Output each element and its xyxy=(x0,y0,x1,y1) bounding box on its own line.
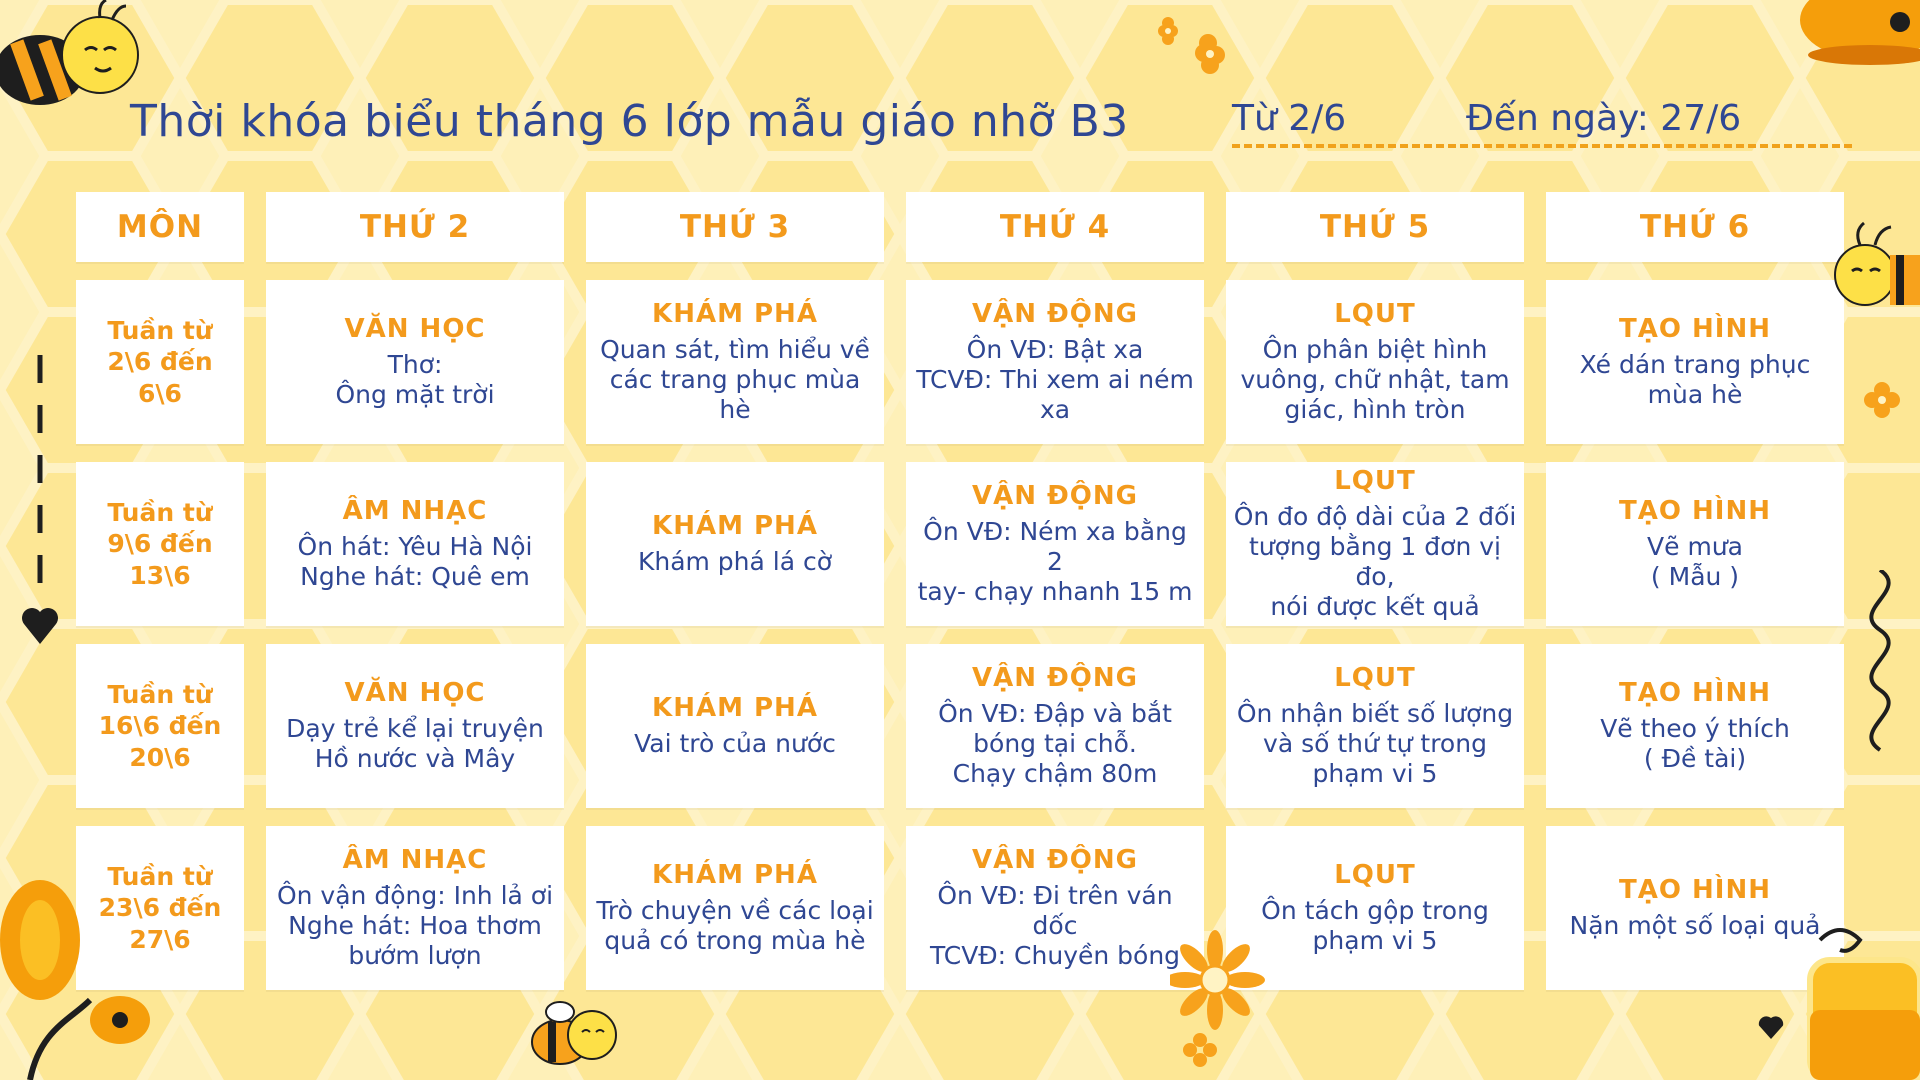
subject-label: TẠO HÌNH xyxy=(1619,496,1771,526)
activity-text: Nặn một số loại quả xyxy=(1569,911,1821,940)
dashed-line-icon xyxy=(30,355,50,595)
subject-label: ÂM NHẠC xyxy=(342,845,488,875)
heart-icon xyxy=(1756,1012,1786,1042)
activity-text: Xé dán trang phục mùa hè xyxy=(1579,350,1811,409)
activity-text: Dạy trẻ kể lại truyện Hồ nước và Mây xyxy=(286,714,544,773)
activity-text: Thơ: Ông mặt trời xyxy=(335,350,495,409)
activity-text: Ôn VĐ: Đi trên ván dốc TCVĐ: Chuyền bóng xyxy=(929,881,1181,970)
subject-label: LQUT xyxy=(1334,663,1416,693)
activity-text: Khám phá lá cờ xyxy=(637,547,833,576)
date-to: Đến ngày: 27/6 xyxy=(1466,98,1742,139)
heart-icon xyxy=(20,600,60,650)
subject-label: TẠO HÌNH xyxy=(1619,678,1771,708)
schedule-cell xyxy=(1226,280,1524,444)
week-label: Tuần từ 16\6 đến 20\6 xyxy=(76,644,244,808)
bee-icon xyxy=(520,990,630,1080)
activity-text: Ôn phân biệt hình vuông, chữ nhật, tam giác, hình tròn xyxy=(1240,335,1510,424)
activity-text: Quan sát, tìm hiểu về các trang phục mùa hè xyxy=(600,335,870,424)
subject-label: VẬN ĐỘNG xyxy=(971,663,1139,693)
honey-pot-icon xyxy=(1790,920,1920,1080)
schedule-cell xyxy=(586,826,884,990)
subject-label: KHÁM PHÁ xyxy=(652,299,818,329)
page-title: Thời khóa biểu tháng 6 lớp mẫu giáo nhỡ B3 xyxy=(130,96,1129,147)
week-label: Tuần từ 23\6 đến 27\6 xyxy=(76,826,244,990)
activity-text: Vẽ theo ý thích ( Đề tài) xyxy=(1600,714,1790,773)
week-label: Tuần từ 9\6 đến 13\6 xyxy=(76,462,244,626)
schedule-cell xyxy=(586,462,884,626)
activity-text: Ôn VĐ: Ném xa bằng 2 tay- chạy nhanh 15 m xyxy=(917,517,1193,606)
activity-text: Ôn VĐ: Bật xa TCVĐ: Thi xem ai ném xa xyxy=(916,335,1194,424)
activity-text: Trò chuyện về các loại quả có trong mùa hè xyxy=(596,896,874,955)
schedule-cell xyxy=(266,826,564,990)
schedule-cell xyxy=(1226,462,1524,626)
column-header-day: THỨ 2 xyxy=(266,192,564,262)
schedule-cell xyxy=(906,462,1204,626)
subject-label: VẬN ĐỘNG xyxy=(971,481,1139,511)
schedule-cell xyxy=(266,644,564,808)
dashed-underline xyxy=(1232,144,1852,148)
schedule-cell xyxy=(1226,826,1524,990)
column-header-day: THỨ 3 xyxy=(586,192,884,262)
subject-label: KHÁM PHÁ xyxy=(652,693,818,723)
schedule-cell xyxy=(586,644,884,808)
schedule-cell xyxy=(266,280,564,444)
activity-text: Ôn nhận biết số lượng và số thứ tự trong phạm vi 5 xyxy=(1236,699,1514,788)
flower-icon xyxy=(0,880,200,1080)
subject-label: KHÁM PHÁ xyxy=(652,860,818,890)
flower-icon xyxy=(1150,15,1230,75)
week-label: Tuần từ 2\6 đến 6\6 xyxy=(76,280,244,444)
bee-icon xyxy=(1820,215,1920,335)
schedule-cell xyxy=(1546,644,1844,808)
subject-label: LQUT xyxy=(1334,299,1416,329)
column-header-subject: MÔN xyxy=(76,192,244,262)
schedule-cell xyxy=(266,462,564,626)
subject-label: VẬN ĐỘNG xyxy=(971,845,1139,875)
activity-text: Vẽ mưa ( Mẫu ) xyxy=(1647,532,1743,591)
flower-icon xyxy=(1170,930,1270,1080)
subject-label: LQUT xyxy=(1334,860,1416,890)
schedule-cell xyxy=(1546,280,1844,444)
activity-text: Ôn tách gộp trong phạm vi 5 xyxy=(1261,896,1489,955)
flower-icon xyxy=(1862,380,1902,420)
bee-icon xyxy=(0,0,150,130)
honey-pot-icon xyxy=(1790,0,1920,70)
subject-label: TẠO HÌNH xyxy=(1619,314,1771,344)
schedule-cell xyxy=(906,826,1204,990)
schedule-cell xyxy=(1546,462,1844,626)
subject-label: TẠO HÌNH xyxy=(1619,875,1771,905)
subject-label: KHÁM PHÁ xyxy=(652,511,818,541)
schedule-cell xyxy=(906,644,1204,808)
column-header-day: THỨ 6 xyxy=(1546,192,1844,262)
activity-text: Ôn VĐ: Đập và bắt bóng tại chỗ. Chạy chậm 80m xyxy=(938,699,1172,788)
date-from: Từ 2/6 xyxy=(1232,98,1347,139)
swirl-icon xyxy=(1840,570,1910,770)
subject-label: LQUT xyxy=(1334,466,1416,496)
activity-text: Ôn vận động: Inh lả ơi Nghe hát: Hoa thơm bướm lượn xyxy=(276,881,554,970)
activity-text: Ôn hát: Yêu Hà Nội Nghe hát: Quê em xyxy=(297,532,533,591)
activity-text: Vai trò của nước xyxy=(634,729,836,758)
subject-label: VĂN HỌC xyxy=(344,314,486,344)
column-header-day: THỨ 4 xyxy=(906,192,1204,262)
subject-label: VẬN ĐỘNG xyxy=(971,299,1139,329)
schedule-cell xyxy=(586,280,884,444)
column-header-day: THỨ 5 xyxy=(1226,192,1524,262)
subject-label: ÂM NHẠC xyxy=(342,496,488,526)
activity-text: Ôn đo độ dài của 2 đối tượng bằng 1 đơn vị đo, nói được kết quả xyxy=(1233,502,1517,621)
schedule-cell xyxy=(906,280,1204,444)
subject-label: VĂN HỌC xyxy=(344,678,486,708)
schedule-table xyxy=(76,192,1844,990)
schedule-cell xyxy=(1226,644,1524,808)
